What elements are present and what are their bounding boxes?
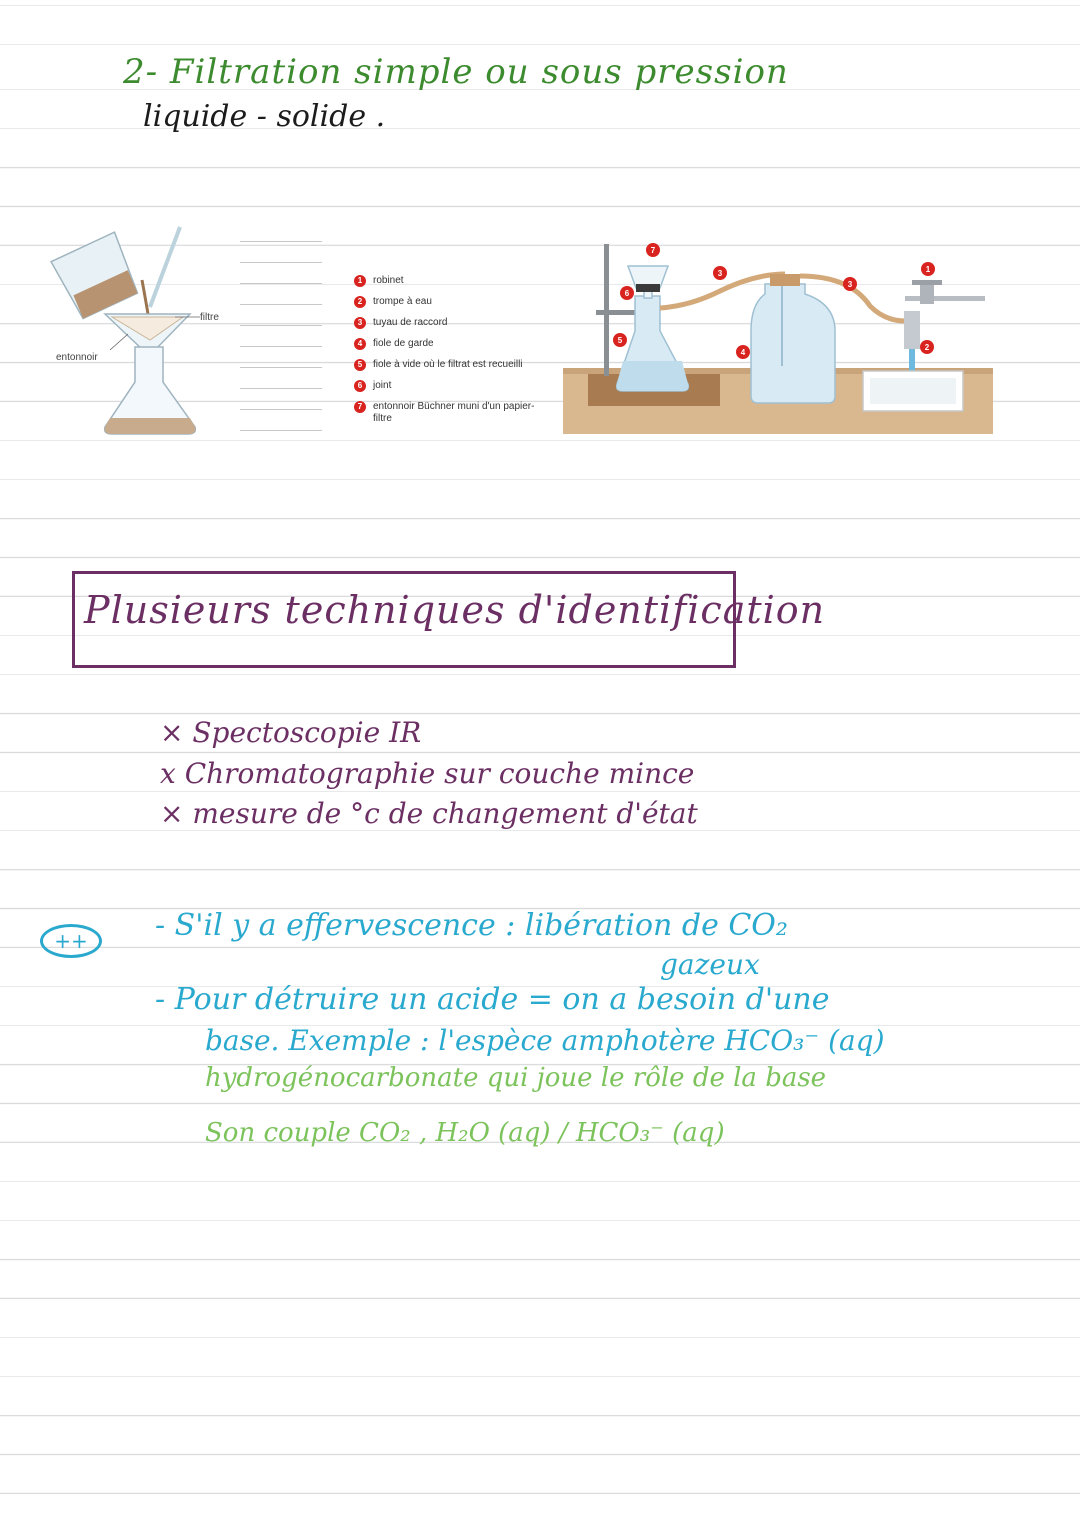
filtrate <box>105 418 196 434</box>
note-hydrogenocarbonate: hydrogénocarbonate qui joue le rôle de la base <box>205 1063 827 1093</box>
svg-text:3: 3 <box>847 280 853 289</box>
note-effervescence: - S'il y a effervescence : libération de CO₂ <box>155 908 788 943</box>
note-acid: - Pour détruire un acide = on a besoin d'une <box>155 982 830 1017</box>
legend-item: 3 tuyau de raccord <box>354 317 543 329</box>
section-subtitle: liquide - solide . <box>143 99 386 134</box>
section-title: 2- Filtration simple ou sous pression <box>123 52 789 92</box>
svg-text:6: 6 <box>624 289 630 298</box>
filtre-label: filtre <box>200 312 219 323</box>
beaker-illustration <box>51 232 142 320</box>
technique-item: × Spectoscopie IR <box>160 716 422 749</box>
legend-item: 4 fiole de garde <box>354 338 543 350</box>
vacuum-legend <box>354 275 543 434</box>
note-effervescence-cont: gazeux <box>660 948 760 981</box>
technique-item: x Chromatographie sur couche mince <box>160 757 695 790</box>
svg-text:1: 1 <box>925 265 931 274</box>
legend-item: 7 entonnoir Büchner muni d'un papier-filtre <box>354 401 543 425</box>
entonnoir-label: entonnoir <box>56 352 98 363</box>
legend-item: 6 joint <box>354 380 543 392</box>
legend-item: 5 fiole à vide où le filtrat est recueilli <box>354 359 543 371</box>
svg-text:5: 5 <box>617 336 623 345</box>
important-badge: ++ <box>40 924 102 958</box>
joint <box>636 284 660 292</box>
pouring-stream <box>142 280 148 314</box>
tap <box>905 296 985 301</box>
svg-text:2: 2 <box>924 343 930 352</box>
guard-flask <box>751 284 835 403</box>
vacuum-filtration-figure <box>560 236 995 438</box>
buchner-funnel <box>628 266 668 298</box>
glass-rod <box>150 227 180 307</box>
simple-filtration-figure <box>50 222 250 447</box>
water-pump <box>904 311 920 349</box>
technique-item: × mesure de °c de changement d'état <box>160 797 698 830</box>
legend-item: 2 trompe à eau <box>354 296 543 308</box>
identification-title: Plusieurs techniques d'identification <box>84 588 826 632</box>
blank-answer-lines <box>240 241 322 451</box>
note-base: base. Exemple : l'espèce amphotère HCO₃⁻ (aq) <box>205 1024 885 1057</box>
svg-text:3: 3 <box>717 269 723 278</box>
note-couple: Son couple CO₂ , H₂O (aq) / HCO₃⁻ (aq) <box>205 1118 725 1148</box>
svg-text:4: 4 <box>740 348 746 357</box>
legend-item: 1 robinet <box>354 275 543 287</box>
svg-text:7: 7 <box>650 246 656 255</box>
